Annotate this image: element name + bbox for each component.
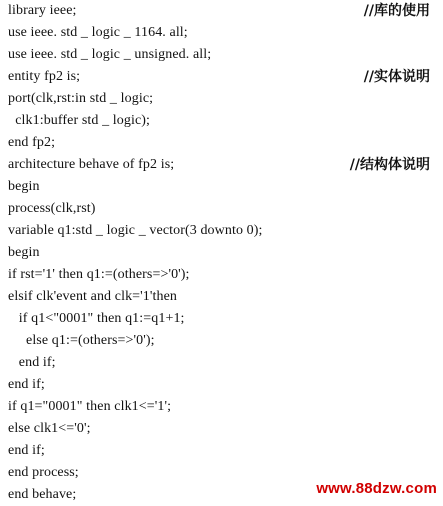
site-watermark: www.88dzw.com [316, 480, 437, 497]
code-line-20: else clk1<='0'; [8, 421, 91, 436]
code-line-23: end behave; [8, 487, 77, 502]
code-line-2: use ieee. std _ logic _ 1164. all; [8, 25, 188, 40]
code-line-11: variable q1:std _ logic _ vector(3 downto 0); [8, 223, 263, 238]
vhdl-code-block [8, 0, 438, 500]
comment-architecture-description: //结构体说明 [349, 157, 430, 173]
code-line-14: elsif clk'event and clk='1'then [8, 289, 178, 304]
code-line-19: if q1="0001" then clk1<='1'; [8, 399, 172, 414]
code-line-4: entity fp2 is; [8, 69, 81, 84]
code-line-1: library ieee; [8, 3, 77, 18]
code-line-15: if q1<"0001" then q1:=q1+1; [8, 311, 185, 326]
comment-entity-description: //实体说明 [363, 69, 430, 85]
code-line-13: if rst='1' then q1:=(others=>'0'); [8, 267, 190, 282]
code-line-6: clk1:buffer std _ logic); [8, 113, 151, 128]
code-line-7: end fp2; [8, 135, 56, 150]
code-line-9: begin [8, 179, 40, 194]
code-line-18: end if; [8, 377, 45, 392]
code-line-16: else q1:=(others=>'0'); [8, 333, 155, 348]
code-line-5: port(clk,rst:in std _ logic; [8, 91, 154, 106]
code-line-17: end if; [8, 355, 56, 370]
code-line-8: architecture behave of fp2 is; [8, 157, 175, 172]
code-line-21: end if; [8, 443, 45, 458]
comment-library-usage: //库的使用 [363, 3, 430, 19]
code-line-10: process(clk,rst) [8, 201, 96, 216]
code-line-12: begin [8, 245, 40, 260]
code-line-3: use ieee. std _ logic _ unsigned. all; [8, 47, 212, 62]
code-line-22: end process; [8, 465, 79, 480]
